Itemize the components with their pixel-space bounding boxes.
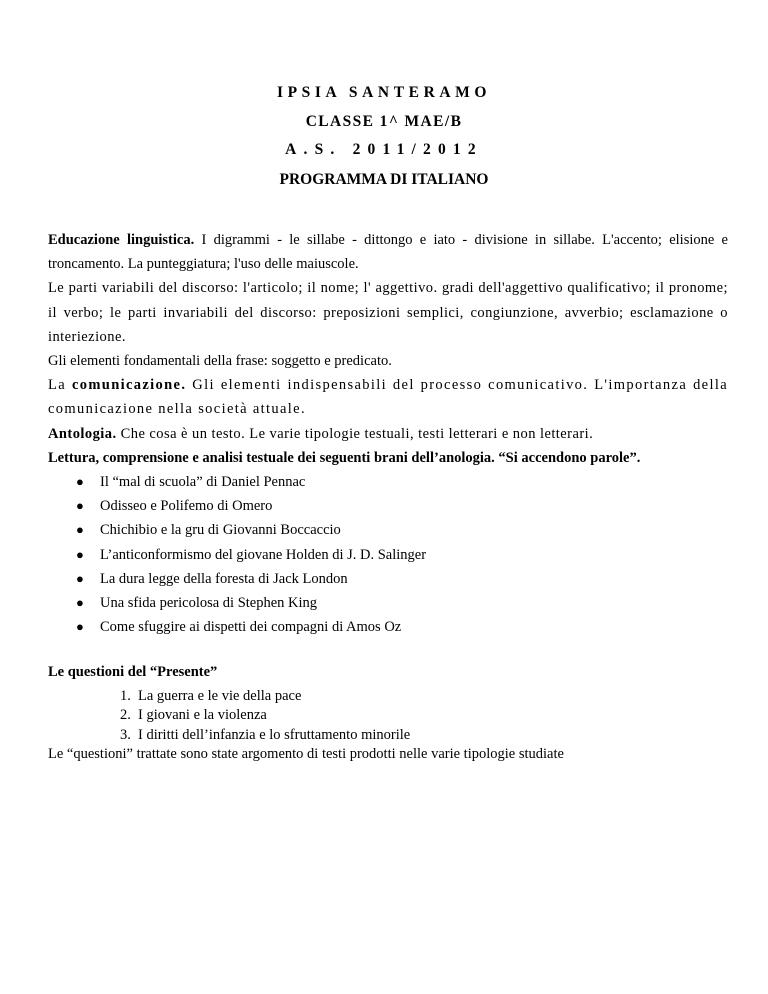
list-number: 2. [120,707,131,724]
bullet-icon: ● [76,595,84,611]
school-year: A.S. 2011/2012 [285,141,483,158]
antologia-paragraph [48,422,728,446]
bullet-icon: ● [76,570,84,586]
comunicazione-paragraph [48,373,728,421]
comunicazione-prefix: La [48,377,72,394]
list-item: ● Come sfuggire ai dispetti dei compagni di Amos Oz [76,615,728,639]
list-item: 2. I giovani e la violenza [120,706,728,726]
questioni-list [48,687,728,746]
parti-variabili-paragraph: Le parti variabili del discorso: l'articolo; il nome; l' aggettivo. gradi dell'aggettivo qualificativo; il pronome; il verbo; le parti invariabili del discorso: preposizioni semplici, congiunzione, avverbio; esclamazione o interiezione. [48,280,728,345]
antologia-label: Antologia. [48,425,117,442]
comunicazione-text: Gli elementi indispensabili del processo comunicativo. L'importanza della comunicazione nella società attuale. [48,377,728,418]
list-item: ● Chichibio e la gru di Giovanni Boccaccio [76,518,728,542]
list-item: ● Il “mal di scuola” di Daniel Pennac [76,470,728,494]
antologia-text: Che cosa è un testo. Le varie tipologie testuali, testi letterari e non letterari. [116,425,594,442]
educazione-paragraph [48,228,728,276]
bullet-icon: ● [76,498,84,514]
comunicazione-label: comunicazione. [71,377,187,394]
list-item: ● La dura legge della foresta di Jack London [76,567,728,591]
document-body [48,228,728,765]
educazione-label: Educazione linguistica. [48,232,195,248]
educazione-text: I digrammi - le sillabe - dittongo e iato - divisione in sillabe. L'accento; elisione e troncamento. La punteggiatura; l'uso delle maiuscole. [48,232,728,273]
class-name: CLASSE 1^ MAE/B [305,113,463,130]
list-item: 3. I diritti dell’infanzia e lo sfruttamento minorile [120,726,728,746]
brani-list [48,470,728,639]
lettura-heading: Lettura, comprensione e analisi testuale dei seguenti brani dell’anologia. “Si accendono parole”. [48,449,641,466]
list-item: ● L’anticonformismo del giovane Holden di J. D. Salinger [76,543,728,567]
closing-paragraph: Le “questioni” trattate sono state argomento di testi prodotti nelle varie tipologie studiate [48,746,564,763]
list-number: 1. [120,687,131,704]
list-item: 1. La guerra e le vie della pace [120,687,728,707]
school-name: IPSIA SANTERAMO [276,84,492,101]
list-item: ● Una sfida pericolosa di Stephen King [76,591,728,615]
bullet-icon: ● [76,474,84,490]
list-item: ● Odisseo e Polifemo di Omero [76,494,728,518]
bullet-icon: ● [76,546,84,562]
questioni-heading: Le questioni del “Presente” [48,664,218,681]
bullet-icon: ● [76,522,84,538]
elementi-paragraph: Gli elementi fondamentali della frase: soggetto e predicato. [48,353,392,370]
document-title: PROGRAMMA DI ITALIANO [279,171,489,188]
bullet-icon: ● [76,619,84,635]
list-number: 3. [120,726,131,743]
spacer [48,639,728,660]
